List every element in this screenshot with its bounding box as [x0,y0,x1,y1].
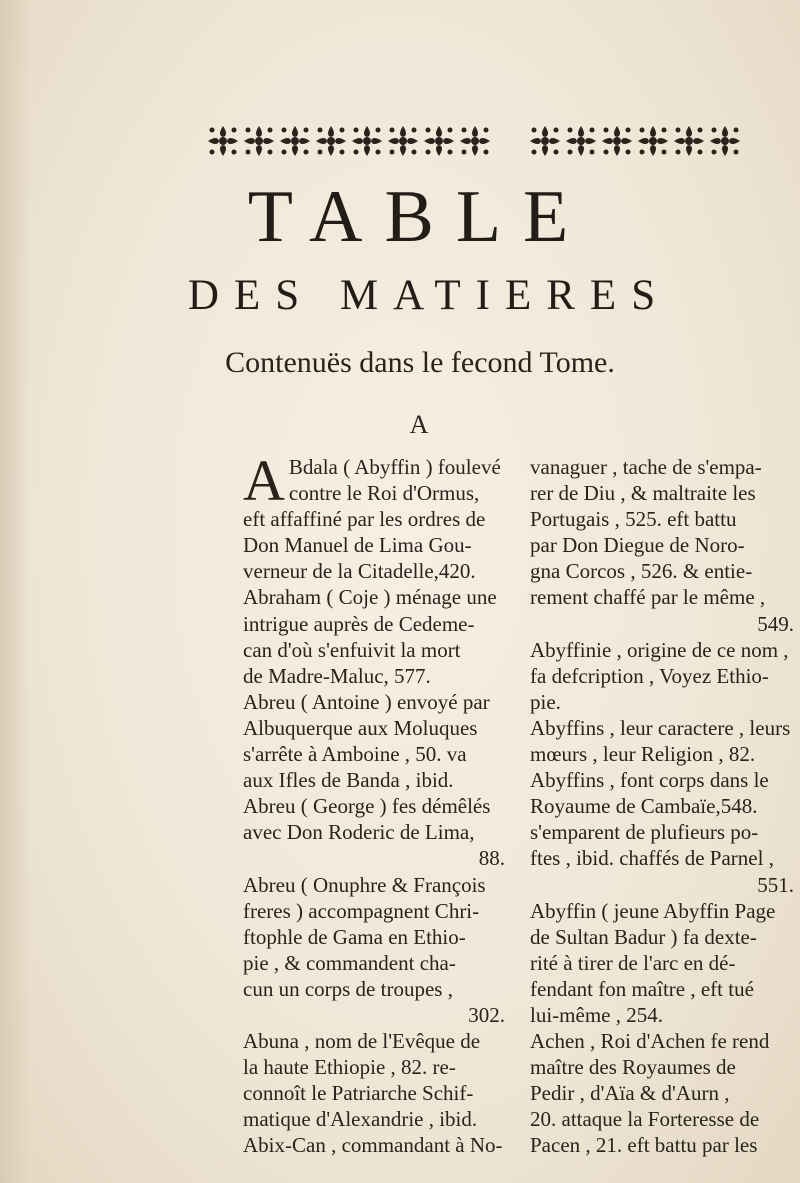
index-line: 88. [478,846,505,871]
fleuron-icon [600,124,634,158]
fleuron-icon [528,124,562,158]
index-line: fa defcription , Voyez Ethio- [530,663,769,688]
index-line: s'arrête à Amboine , 50. va [243,742,467,767]
index-line: par Don Diegue de Noro- [530,533,745,558]
index-line: Pedir , d'Aïa & d'Aurn , [530,1081,730,1106]
fleuron-icon [278,124,312,158]
index-line: fendant fon maître , eft tué [530,976,754,1001]
index-column-right [530,454,800,1159]
fleuron-icon [636,124,670,158]
index-line: Abuna , nom de l'Evêque de [243,1029,481,1054]
index-line: avec Don Roderic de Lima, [243,820,475,845]
index-line: matique d'Alexandrie , ibid. [243,1107,478,1132]
index-line: maître des Royaumes de [530,1055,736,1080]
index-line: Achen , Roi d'Achen fe rend [530,1029,770,1054]
page-subtitle: DES MATIERES [187,272,671,319]
fleuron-group-right [528,124,742,158]
index-line: de Madre-Maluc, 577. [243,663,431,688]
index-line: aux Ifles de Banda , ibid. [243,768,454,793]
index-line: de Sultan Badur ) fa dexte- [530,924,757,949]
index-line: Bdala ( Abyffin ) foulevé [288,455,501,479]
fleuron-icon [350,124,384,158]
page-caption: Contenuës dans le fecond Tome. [225,346,615,379]
index-line: pie. [530,689,561,714]
fleuron-icon [206,124,240,158]
fleuron-icon [242,124,276,158]
index-line: mœurs , leur Religion , 82. [530,742,756,767]
fleuron-icon [314,124,348,158]
index-line: connoît le Patriarche Schif- [243,1081,474,1106]
index-line: Abix-Can , commandant à No- [243,1133,503,1158]
page-title: TABLE [247,176,591,258]
index-column-left [243,448,511,1159]
index-line: Don Manuel de Lima Gou- [243,533,472,558]
index-line: Abyffinie , origine de ce nom , [530,637,789,662]
fleuron-icon [422,124,456,158]
index-line: Abreu ( George ) fes démêlés [243,794,491,819]
index-line: pie , & commandent cha- [243,950,456,975]
index-line: s'emparent de plufieurs po- [530,820,759,845]
index-line: can d'où s'enfuivit la mort [243,637,461,662]
index-line: Abreu ( Antoine ) envoyé par [243,689,490,714]
index-line: Abreu ( Onuphre & François [243,872,486,897]
index-line: Abraham ( Coje ) ménage une [243,585,497,610]
index-line: Portugais , 525. eft battu [530,507,737,532]
index-line: vanaguer , tache de s'empa- [530,455,762,479]
fleuron-icon [708,124,742,158]
index-line: cun un corps de troupes , [243,976,453,1001]
fleuron-icon [672,124,706,158]
index-line: Abyffins , font corps dans le [530,768,769,793]
fleuron-icon [458,124,492,158]
index-line: 549. [757,611,794,636]
index-line: intrigue auprès de Cedeme- [243,611,475,636]
index-line: rer de Diu , & maltraite les [530,481,756,506]
index-line: contre le Roi d'Ormus, [288,481,480,506]
index-line: 302. [468,1002,505,1027]
index-line: la haute Ethiopie , 82. re- [243,1055,456,1080]
index-line: ftes , ibid. chaffés de Parnel , [530,846,774,871]
page-fold-shadow [0,0,30,1183]
index-line: rité à tirer de l'arc en dé- [530,950,736,975]
index-line: gna Corcos , 526. & entie- [530,559,753,584]
section-letter: A [409,410,429,439]
index-line: Royaume de Cambaïe,548. [530,794,758,819]
fleuron-icon [564,124,598,158]
index-line: eft affaffiné par les ordres de [243,507,486,532]
index-line: lui-même , 254. [530,1002,663,1027]
index-line: Albuquerque aux Moluques [243,715,478,740]
drop-cap: A [243,448,285,513]
index-line: rement chaffé par le même , [530,585,766,610]
index-line: verneur de la Citadelle,420. [243,559,476,584]
index-line: 551. [757,872,794,897]
index-line: Pacen , 21. eft battu par les [530,1133,758,1158]
index-line: ftophle de Gama en Ethio- [243,924,466,949]
fleuron-band-icon [206,122,742,160]
fleuron-group-left [206,124,492,158]
index-line: Abyffin ( jeune Abyffin Page [530,898,776,923]
fleuron-icon [386,124,420,158]
index-line: 20. attaque la Forteresse de [530,1107,760,1132]
index-line: Abyffins , leur caractere , leurs [530,715,791,740]
index-line: freres ) accompagnent Chri- [243,898,480,923]
